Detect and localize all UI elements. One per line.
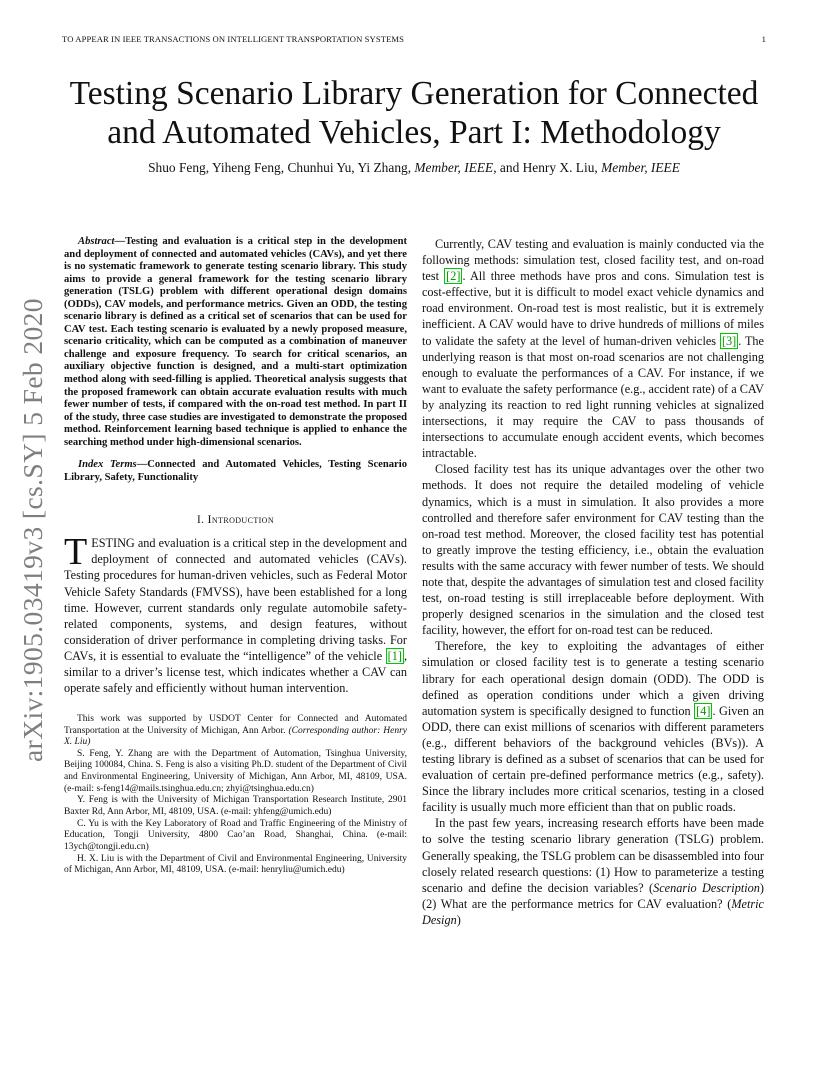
p1-text-b: . All three methods have pros and cons. Simulation test is cost-effective, but it is difficult to model exact vehicle dynamics and road environment. On-road test is most realistic, but it is extremely inefficient. A CAV would have to drive hundreds of millions of miles to validate the safety at the level of human-driven vehicles xyxy=(422,269,764,348)
footnote-affiliation-4: H. X. Liu is with the Department of Civil and Environmental Engineering, University of Michigan, Ann Arbor, MI, 48109, USA. (e-mail: henryliu@umich.edu) xyxy=(64,853,407,876)
citation-link-1[interactable]: [1] xyxy=(387,648,402,663)
left-column xyxy=(64,236,407,877)
p4-text-b: ) (2) What are the performance metrics for CAV evaluation? ( xyxy=(422,880,764,911)
footnote-funding-text: This work was supported by USDOT Center for Connected and Automated Transportation at the University of Michigan, Ann Arbor. xyxy=(64,713,407,736)
abstract-text: —Testing and evaluation is a critical step in the development and deployment of connected and automated vehicles (CAVs), and yet there is no systematic framework to generate testing scenario library. This study aims to provide a general framework for the testing scenario library generation (TSLG) problem with different operational design domains (ODDs), CAV models, and performance metrics. Given an ODD, the testing scenario library is defined as a critical set of scenarios that can be used for CAV test. Each testing scenario is evaluated by a newly proposed measure, scenario criticality, which can be computed as a combination of maneuver challenge and exposure frequency. To search for critical scenarios, an auxiliary objective function is designed, and a multi-start optimization method along with seed-filling is applied. Theoretical analysis suggests that the proposed framework can obtain accurate evaluation results with much fewer number of tests, if compared with the on-road test method. In part II of the study, three case studies are investigated to demonstrate the proposed method. Reinforcement learning based technique is applied to enhance the searching method under high-dimensional scenarios. xyxy=(64,236,407,448)
author-and: , and Henry X. Liu, xyxy=(493,160,602,175)
footnote-affiliation-1: S. Feng, Y. Zhang are with the Department of Automation, Tsinghua University, Beijing 100084, China. S. Feng is also a visiting Ph.D. student of the Department of Civil and Environmental Engineering, University of Michigan, Ann Arbor, MI, 48109, USA. (e-mail: s-feng14@mails.tsinghua.edu.cn; zhyi@tsinghua.edu.cn) xyxy=(64,748,407,794)
index-terms xyxy=(64,459,407,484)
p4-text-c: ) xyxy=(456,912,461,927)
author-membership-1: Member, IEEE xyxy=(414,160,494,175)
index-terms-text: —Connected and Automated Vehicles, Testing Scenario Library, Safety, Functionality xyxy=(64,459,407,483)
intro-text-b: , similar to a driver’s license test, which indicates whether a CAV can operate safely and efficiently without human intervention. xyxy=(64,648,407,695)
p3-text-b: . Given an ODD, there can exist millions of scenarios with different parameters (e.g., different behaviors of the background vehicles (BVs)). A testing library is defined as a subset of scenarios that can be used for evaluation of certain pre-defined performance metrics (e.g., safety). Since the library includes more critical scenarios, testing in a closed facility is usually much more efficient than that on public roads. xyxy=(422,703,765,815)
citation-link-4[interactable]: [4] xyxy=(696,703,711,718)
title-line-1: Testing Scenario Library Generation for Connected xyxy=(69,75,759,112)
section-heading xyxy=(64,512,407,527)
body-paragraph-2: Closed facility test has its unique advantages over the other two methods. It does not require the detailed modeling of vehicle dynamics, which is a must in simulation. It also provides a more controlled and therefore safer environment for CAV testing than the on-road test method. Moreover, the closed facility test has potential to greatly improve the testing efficiency, i.e., obtain the evaluation results with the same accuracy with fewer number of tests. We should note that, despite the advantages of simulation test and closed facility test, on-road testing is still irreplaceable before deployment. With properly designed scenarios in the simulation and the closed test facility, however, the effort for on-road test can be reduced. xyxy=(422,462,764,638)
footnotes xyxy=(64,714,407,877)
intro-paragraph xyxy=(64,531,407,695)
citation-link-3[interactable]: [3] xyxy=(721,333,737,348)
right-column xyxy=(422,236,764,928)
author-membership-2: Member, IEEE xyxy=(601,160,680,175)
index-terms-label: Index Terms xyxy=(78,459,137,471)
p1-text-c: . The underlying reason is that most on-road scenarios are not challenging enough to evaluate the performances of a CAV. For instance, if we want to evaluate the safety performance (e.g., accident rate) of a CAV by analyzing its reaction to red light running vehicles at signalized intersections, it may require the CAV to pass thousands of intersections to accumulate enough accident events, which becomes intractable. xyxy=(422,333,764,461)
paper-title xyxy=(40,74,788,152)
body-paragraph-3 xyxy=(422,638,764,815)
page-number: 1 xyxy=(761,34,766,44)
p4-text-a: In the past few years, increasing research efforts have been made to solve the testing scenario library generation (TSLG) problem. Generally speaking, the TSLG problem can be disassembled into four closely related research questions: (1) How to parameterize a testing scenario and define the decision variables? ( xyxy=(422,816,765,895)
section-title: Introduction xyxy=(207,512,275,527)
footnote-affiliation-3: C. Yu is with the Key Laboratory of Road and Traffic Engineering of the Ministry of Education, Tongji University, 4800 Cao’an Road, Shanghai, China. (e-mail: 13ych@tongji.edu.cn) xyxy=(64,818,407,853)
author-list xyxy=(40,160,788,176)
section-numeral: I. xyxy=(196,514,208,527)
footnote-funding xyxy=(64,714,407,749)
intro-text-a: ESTING and evaluation is a critical step in the development and deployment of connected and automated vehicles (CAVs). Testing procedures for human-driven vehicles, such as Federal Motor Vehicle Safety Standards (FMVSS), have been established for a long time. However, current standards only regulate automobile safety-related components, systems, and design features, without consideration of driver performance in completing driving tasks. For CAVs, it is essential to evaluate the “intelligence” of the vehicle xyxy=(64,536,407,663)
title-line-2: and Automated Vehicles, Part I: Methodology xyxy=(107,114,721,151)
author-names: Shuo Feng, Yiheng Feng, Chunhui Yu, Yi Zhang, xyxy=(148,160,415,175)
citation-link-2[interactable]: [2] xyxy=(446,269,461,284)
body-paragraph-4 xyxy=(422,815,764,928)
arxiv-stamp-text: arXiv:1905.03419v3 [cs.SY] 5 Feb 2020 xyxy=(17,298,48,762)
p3-text-a: Therefore, the key to exploiting the advantages of either simulation or closed facility test is to generate a testing scenario library for each operational design domain (ODD). The ODD is defined as operation conditions under which a given driving automation system is specifically designed to function xyxy=(422,639,764,718)
p1-text-a: Currently, CAV testing and evaluation is mainly conducted via the following methods: simulation test, closed facility test, and on-road test xyxy=(422,237,764,284)
running-head-text: TO APPEAR IN IEEE TRANSACTIONS ON INTELLIGENT TRANSPORTATION SYSTEMS xyxy=(62,34,405,44)
body-paragraph-1 xyxy=(422,236,764,461)
drop-cap: T xyxy=(64,531,88,574)
running-header xyxy=(62,34,766,44)
p4-italic-1: Scenario Description xyxy=(653,880,760,895)
footnote-affiliation-2: Y. Feng is with the University of Michigan Transportation Research Institute, 2901 Baxter Rd, Ann Arbor, MI, 48109, USA. (e-mail: yhfeng@umich.edu) xyxy=(64,795,407,818)
abstract xyxy=(64,236,407,449)
arxiv-stamp xyxy=(8,290,58,770)
p4-italic-2: Metric Design xyxy=(422,896,764,927)
abstract-label: Abstract xyxy=(78,236,115,247)
footnote-corresponding: (Corresponding author: Henry X. Liu) xyxy=(64,725,407,748)
